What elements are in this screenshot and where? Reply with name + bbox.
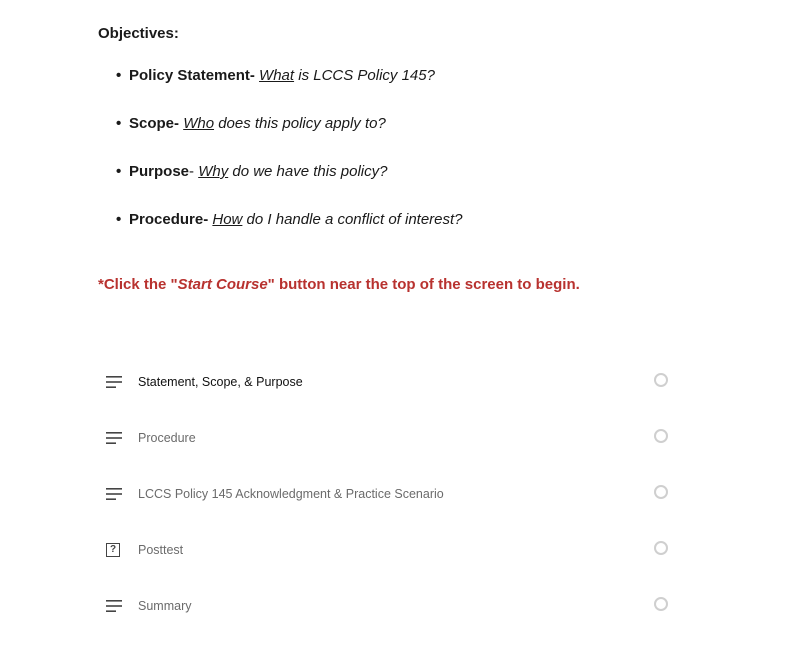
lesson-status-circle <box>654 373 668 387</box>
cta-emphasis: Start Course <box>177 276 268 293</box>
lesson-status-circle <box>654 429 668 443</box>
objective-separator: - <box>203 211 213 228</box>
objective-question: is LCCS Policy 145? <box>294 67 435 84</box>
objective-question: do we have this policy? <box>228 163 388 180</box>
lesson-title: Summary <box>138 599 192 613</box>
objective-question: does this policy apply to? <box>214 115 386 132</box>
bullet: • <box>116 163 122 180</box>
objective-separator: - <box>249 67 260 84</box>
objective-question-word: How <box>212 211 243 228</box>
lesson-item[interactable] <box>98 466 676 522</box>
course-description <box>98 24 698 295</box>
objective-question-word: Who <box>183 115 215 132</box>
lesson-title: LCCS Policy 145 Acknowledgment & Practice Scenario <box>138 487 444 501</box>
objectives-list <box>98 66 698 230</box>
start-course-instruction <box>98 275 698 295</box>
quiz-icon <box>106 543 138 557</box>
lesson-status-circle <box>654 597 668 611</box>
bullet: • <box>116 115 122 132</box>
objective-question-word: What <box>259 67 295 84</box>
objective-item <box>116 210 698 230</box>
lesson-title: Procedure <box>138 431 196 445</box>
lesson-item[interactable] <box>98 522 676 578</box>
text-lines-icon <box>106 376 138 388</box>
text-lines-icon <box>106 488 138 500</box>
lesson-status-circle <box>654 541 668 555</box>
lesson-item[interactable] <box>98 354 676 410</box>
lesson-title: Posttest <box>138 543 184 557</box>
lesson-status-circle <box>654 485 668 499</box>
objective-term: Procedure <box>129 211 204 228</box>
lesson-item[interactable] <box>98 578 676 634</box>
objective-term: Policy Statement <box>129 67 250 84</box>
lesson-list <box>98 354 676 634</box>
quiz-icon-glyph: ? <box>106 543 120 557</box>
bullet: • <box>116 211 122 228</box>
objective-item <box>116 162 698 182</box>
objective-separator: - <box>174 115 184 132</box>
text-lines-icon <box>106 432 138 444</box>
objective-question-word: Why <box>198 163 229 180</box>
objectives-heading: Objectives: <box>98 25 179 42</box>
objective-separator: - <box>189 163 199 180</box>
objective-question: do I handle a conflict of interest? <box>242 211 463 228</box>
lesson-title: Statement, Scope, & Purpose <box>138 375 303 389</box>
objective-item <box>116 66 698 86</box>
cta-after: " button near the top of the screen to begin. <box>267 276 580 293</box>
text-lines-icon <box>106 600 138 612</box>
objective-item <box>116 114 698 134</box>
objective-term: Scope <box>129 115 175 132</box>
bullet: • <box>116 67 122 84</box>
cta-before: *Click the " <box>98 276 178 293</box>
objective-term: Purpose <box>129 163 190 180</box>
lesson-item[interactable] <box>98 410 676 466</box>
